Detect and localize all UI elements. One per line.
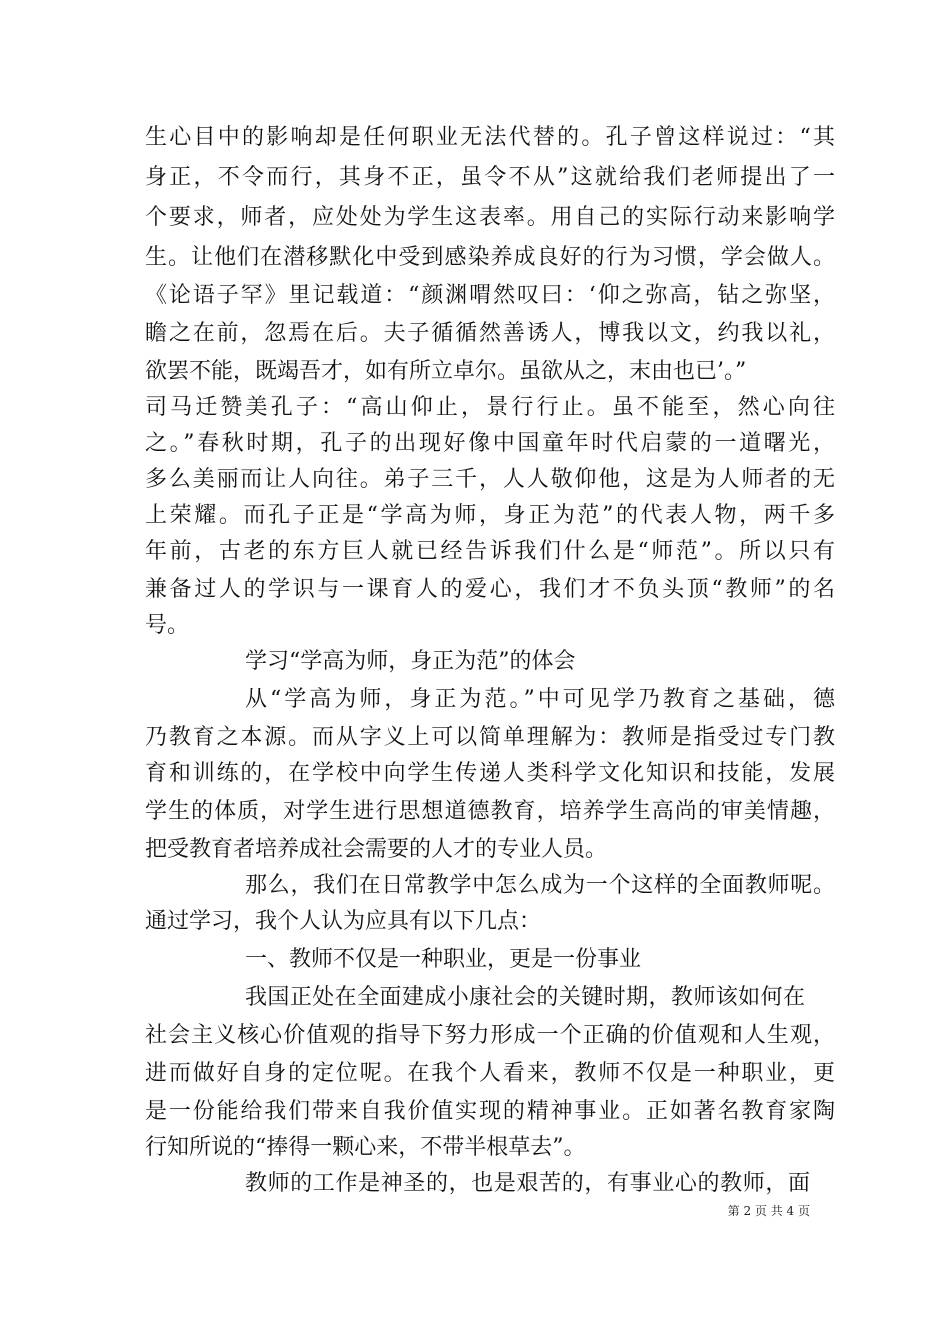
section-heading: 学习“学高为师，身正为范”的体会 <box>245 649 576 674</box>
text-line-13: 兼备过人的学识与一课育人的爱心，我们才不负头顶“教师”的名 <box>145 577 835 602</box>
text-line-21: 那么，我们在日常教学中怎么成为一个这样的全面教师呢。 <box>245 873 835 898</box>
text-line-10: 多么美丽而让人向往。弟子三千，人人敬仰他，这是为人师者的无 <box>145 467 835 492</box>
text-line-18: 育和训练的，在学校中向学生传递人类科学文化知识和技能，发展 <box>145 761 835 786</box>
text-line-11: 上荣耀。而孔子正是“学高为师，身正为范”的代表人物，两千多 <box>145 503 835 528</box>
subheading-1: 一、教师不仅是一种职业，更是一份事业 <box>245 947 642 972</box>
text-line-17: 乃教育之本源。而从字义上可以简单理解为：教师是指受过专门教 <box>145 725 835 750</box>
text-line-8: 司马迁赞美孔子：“高山仰止，景行行止。虽不能至，然心向往 <box>145 395 835 420</box>
text-line-12: 年前，古老的东方巨人就已经告诉我们什么是“师范”。所以只有 <box>145 539 835 564</box>
text-line-25: 社会主义核心价值观的指导下努力形成一个正确的价值观和人生观， <box>145 1023 835 1048</box>
text-line-6: 瞻之在前，忽焉在后。夫子循循然善诱人，博我以文，约我以礼， <box>145 321 835 346</box>
text-line-5: 《论语子罕》里记载道：“颜渊喟然叹曰：‘仰之弥高，钻之弥坚， <box>145 283 835 308</box>
text-line-27: 是一份能给我们带来自我价值实现的精神事业。正如著名教育家陶 <box>145 1099 835 1124</box>
text-line-26: 进而做好自身的定位呢。在我个人看来，教师不仅是一种职业，更 <box>145 1061 835 1086</box>
text-line-3: 个要求，师者，应处处为学生这表率。用自己的实际行动来影响学 <box>145 205 835 230</box>
text-line-1: 生心目中的影响却是任何职业无法代替的。孔子曾这样说过：“其 <box>145 125 835 150</box>
text-line-20: 把受教育者培养成社会需要的人才的专业人员。 <box>145 837 608 862</box>
text-line-19: 学生的体质，对学生进行思想道德教育，培养学生高尚的审美情趣， <box>145 799 835 824</box>
text-line-22: 通过学习，我个人认为应具有以下几点： <box>145 909 542 934</box>
text-line-28: 行知所说的“捧得一颗心来，不带半根草去”。 <box>145 1135 586 1160</box>
text-line-24: 我国正处在全面建成小康社会的关键时期，教师该如何在 <box>245 985 805 1010</box>
text-line-2: 身正，不令而行，其身不正，虽令不从”这就给我们老师提出了一 <box>145 165 835 190</box>
text-line-4: 生。让他们在潜移默化中受到感染养成良好的行为习惯，学会做人。 <box>145 245 835 270</box>
text-line-29: 教师的工作是神圣的，也是艰苦的，有事业心的教师，面 <box>245 1171 810 1196</box>
text-line-9: 之。”春秋时期，孔子的出现好像中国童年时代启蒙的一道曙光， <box>145 431 835 456</box>
text-line-16: 从“学高为师，身正为范。”中可见学乃教育之基础，德 <box>245 687 835 712</box>
text-line-14: 号。 <box>145 613 190 638</box>
page-number: 第 2 页 共 4 页 <box>727 1204 810 1218</box>
text-line-7: 欲罢不能，既竭吾才，如有所立卓尔。虽欲从之，末由也已’。” <box>145 359 747 384</box>
